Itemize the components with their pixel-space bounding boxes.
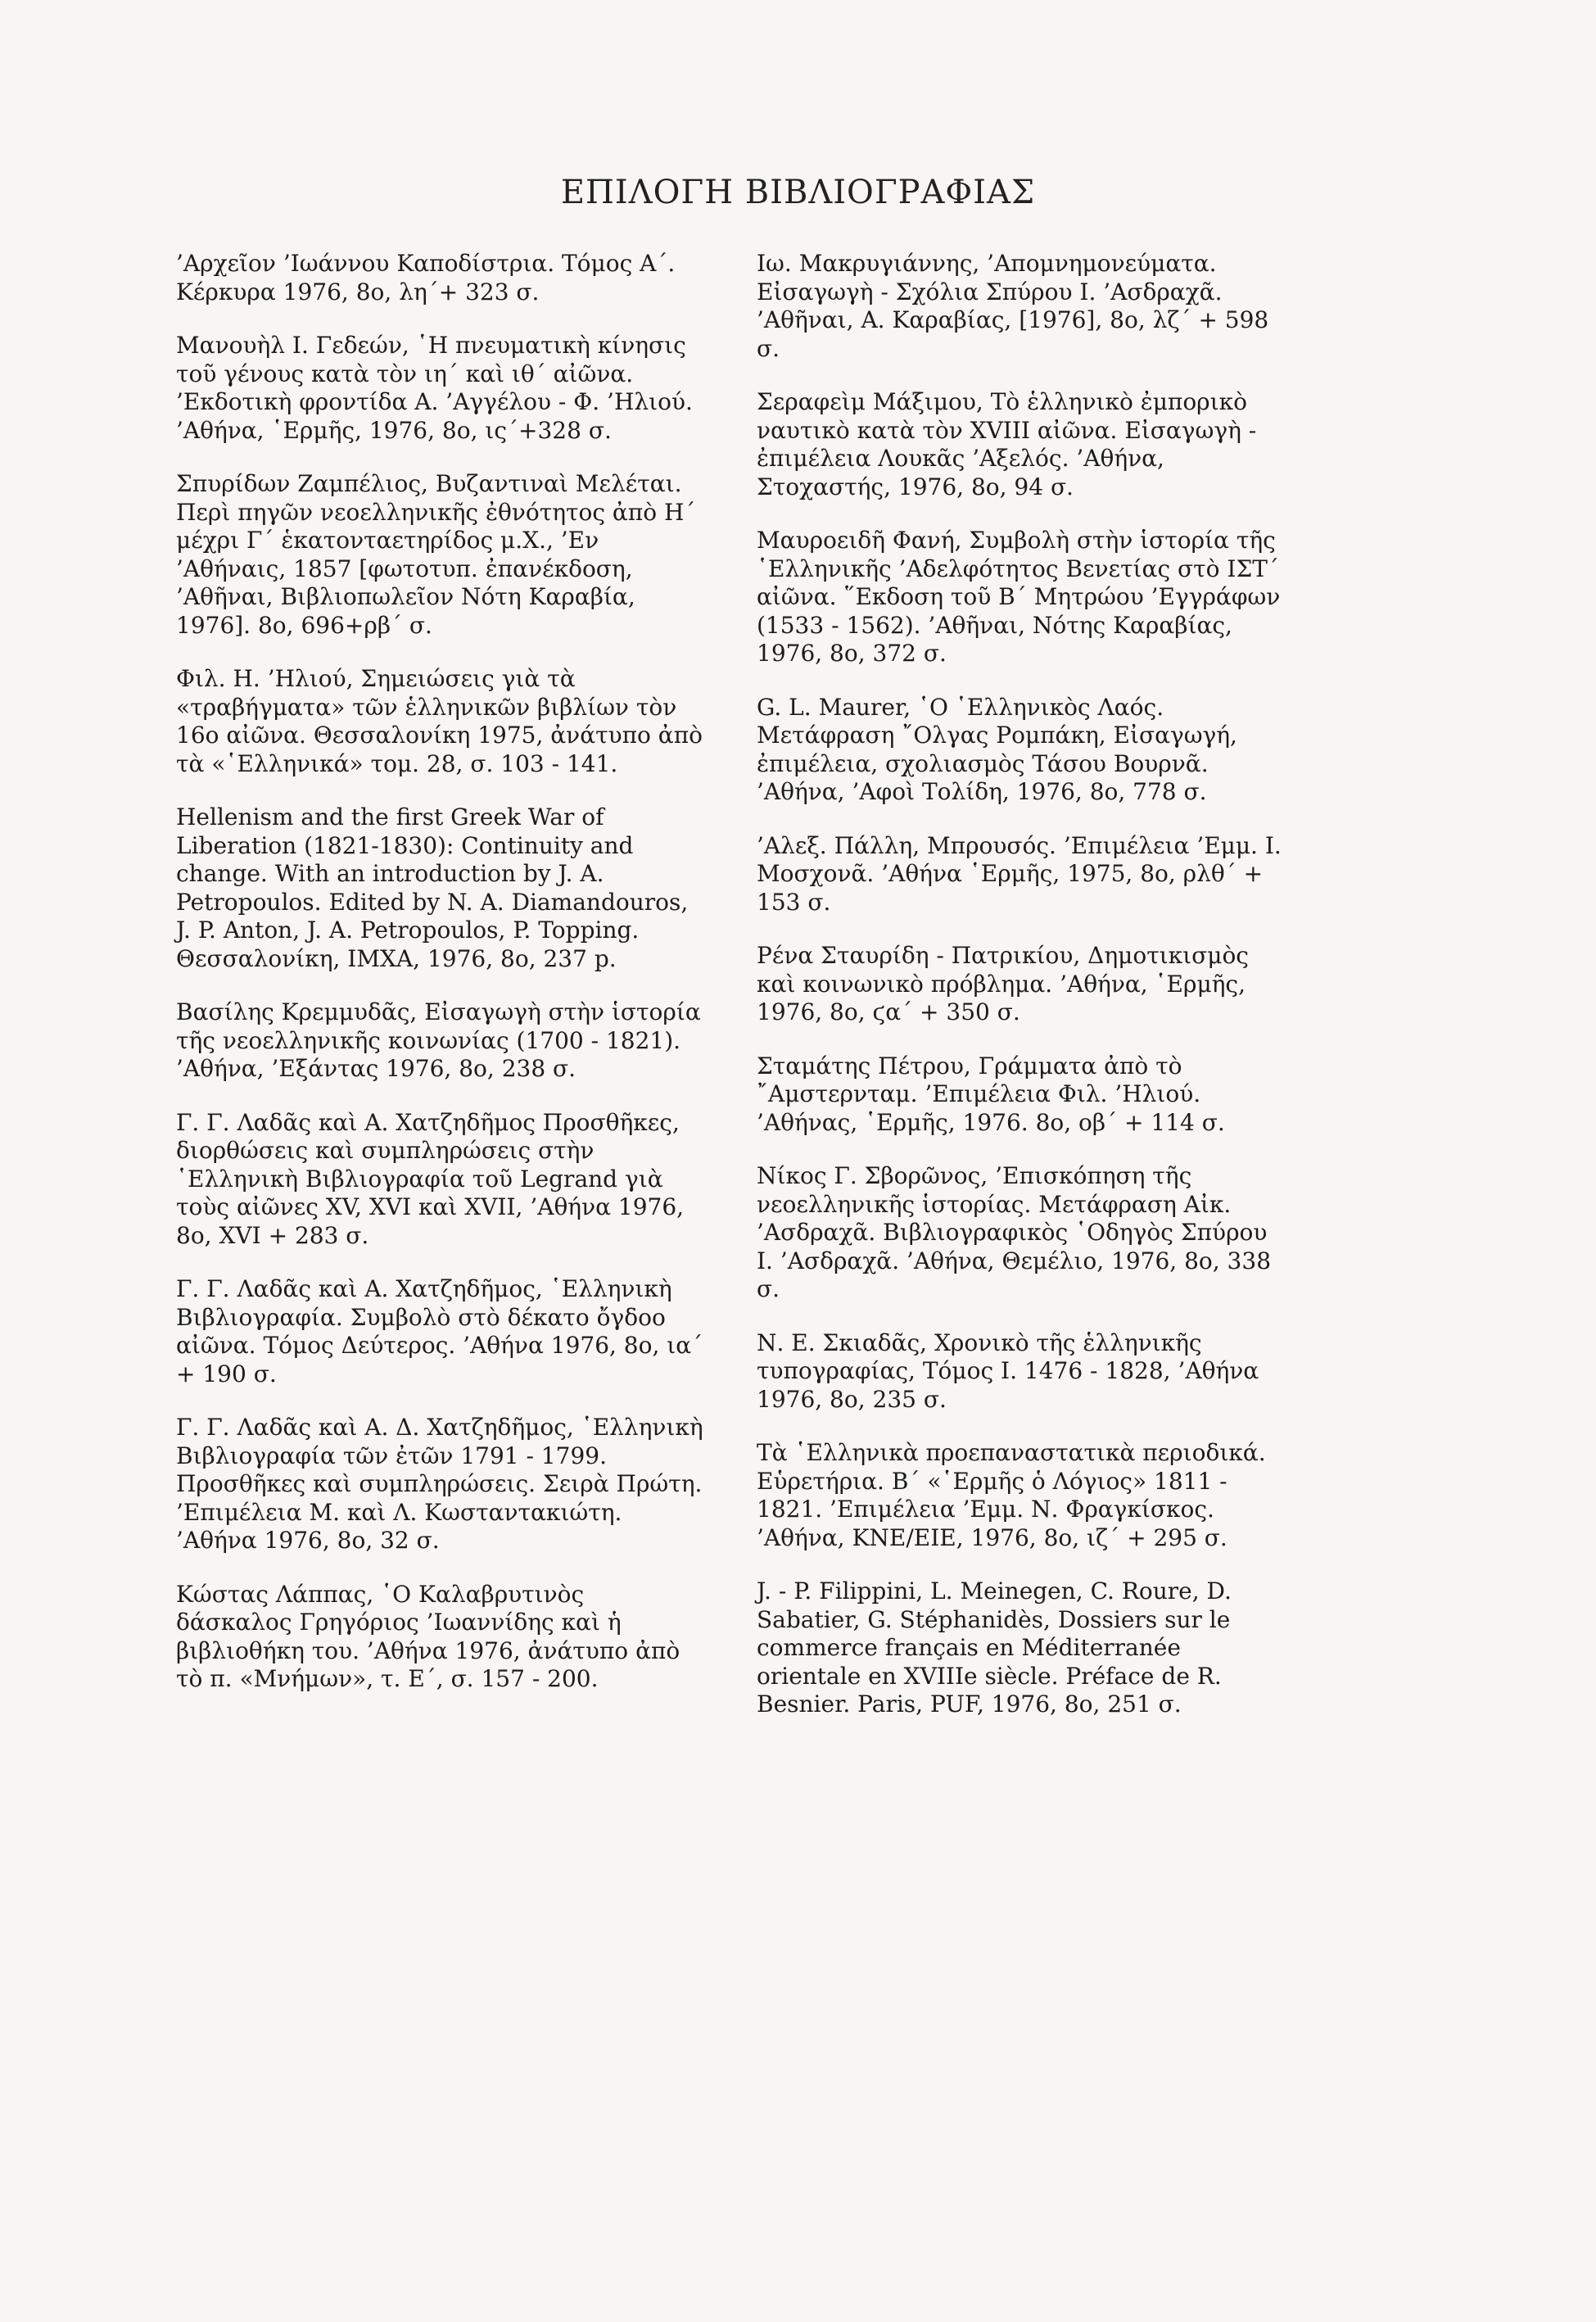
bibliography-entry: Γ. Γ. Λαδᾶς καὶ Α. Χατζηδῆμος, ῾Ελληνικὴ Βιβλιογραφία. Συμβολὸ στὸ δέκατο ὄγδοο αἰῶνα. Τόμος Δεύτερος. ’Αθήνα 1976, 8ο, ια΄ + 190 σ. (176, 1275, 703, 1387)
bibliography-entry: Σεραφεὶμ Μάξιμου, Τὸ ἑλληνικὸ ἐμπορικὸ ναυτικὸ κατὰ τὸν XVIII αἰῶνα. Εἰσαγωγὴ - ἐπιμέλεια Λουκᾶς ’Αξελός. ’Αθήνα, Στοχαστής, 1976, 8ο, 94 σ. (757, 388, 1257, 500)
bibliography-entry: Μαυροειδῆ Φανή, Συμβολὴ στὴν ἱστορία τῆς ῾Ελληνικῆς ’Αδελφότητος Βενετίας στὸ ΙΣΤ΄ αἰῶνα. ῞Εκδοση τοῦ Β΄ Μητρώου ’Εγγράφων (1533 - 1562). ’Αθῆναι, Νότης Καραβίας, 1976, 8ο, 372 σ. (757, 527, 1281, 667)
bibliography-entry: ’Αρχεῖον ’Ιωάννου Καποδίστρια. Τόμος Α΄. Κέρκυρα 1976, 8ο, λη΄+ 323 σ. (176, 250, 676, 306)
bibliography-entry: Ιω. Μακρυγιάννης, ’Απομνημονεύματα. Εἰσαγωγὴ - Σχόλια Σπύρου Ι. ’Ασδραχᾶ. ’Αθῆναι, Α. Καραβίας, [1976], 8ο, λζ΄ + 598 σ. (757, 250, 1269, 362)
bibliography-entry: Τὰ ῾Ελληνικὰ προεπαναστατικὰ περιοδικά. Εὑρετήρια. Β΄ «῾Ερμῆς ὁ Λόγιος» 1811 - 1821. ’Επιμέλεια ’Εμμ. Ν. Φραγκίσκος. ’Αθήνα, ΚΝΕ/ΕΙΕ, 1976, 8ο, ιζ΄ + 295 σ. (757, 1439, 1266, 1551)
bibliography-entry: Ρένα Σταυρίδη - Πατρικίου, Δημοτικισμὸς καὶ κοινωνικὸ πρόβλημα. ’Αθήνα, ῾Ερμῆς, 1976, 8ο, ϛα΄ + 350 σ. (757, 942, 1249, 1025)
bibliography-entry: Μανουὴλ Ι. Γεδεών, ῾Η πνευματικὴ κίνησις τοῦ γένους κατὰ τὸν ιη΄ καὶ ιθ΄ αἰῶνα. ’Εκδοτικὴ φροντίδα Α. ’Αγγέλου - Φ. ’Ηλιού. ’Αθήνα, ῾Ερμῆς, 1976, 8ο, ις΄+328 σ. (176, 332, 693, 444)
bibliography-entry: Γ. Γ. Λαδᾶς καὶ Α. Χατζηδῆμος Προσθῆκες, διορθώσεις καὶ συμπληρώσεις στὴν ῾Ελληνικὴ Βιβλιογραφία τοῦ Legrand γιὰ τοὺς αἰῶνες XV, XVI καὶ XVII, ’Αθήνα 1976, 8ο, XVI + 283 σ. (176, 1108, 685, 1249)
bibliography-entry: Σταμάτης Πέτρου, Γράμματα ἀπὸ τὸ ῎Αμστερνταμ. ’Επιμέλεια Φιλ. ’Ηλιού. ’Αθήνας, ῾Ερμῆς, 1976. 8ο, οβ΄ + 114 σ. (757, 1052, 1225, 1136)
bibliography-entry: Hellenism and the first Greek War of Liberation (1821-1830): Continuity and change. With an introduction by J. A. Petropoulos. Edited by N. A. Diamandouros, J. P. Anton, J. A. Petropoulos, P. Topping. Θεσσαλονίκη, ΙΜΧΑ, 1976, 8ο, 237 p. (176, 803, 689, 972)
bibliography-entry: Βασίλης Κρεμμυδᾶς, Εἰσαγωγὴ στὴν ἱστορία τῆς νεοελληνικῆς κοινωνίας (1700 - 1821). ’Αθήνα, ’Εξάντας 1976, 8ο, 238 σ. (176, 998, 701, 1082)
bibliography-entry: G. L. Maurer, ῾Ο ῾Ελληνικὸς Λαός. Μετάφραση ῎Ολγας Ρομπάκη, Εἰσαγωγή, ἐπιμέλεια, σχολιασμὸς Τάσου Βουρνᾶ. ’Αθήνα, ’Αφοὶ Τολίδη, 1976, 8ο, 778 σ. (757, 693, 1237, 805)
bibliography-left-column (176, 250, 707, 1719)
bibliography-entry: Φιλ. Η. ’Ηλιού, Σημειώσεις γιὰ τὰ «τραβήγματα» τῶν ἑλληνικῶν βιβλίων τὸν 16ο αἰῶνα. Θεσσαλονίκη 1975, ἀνάτυπο ἀπὸ τὰ «῾Ελληνικά» τομ. 28, σ. 103 - 141. (176, 665, 703, 777)
bibliography-entry: Σπυρίδων Ζαμπέλιος, Βυζαντιναὶ Μελέται. Περὶ πηγῶν νεοελληνικῆς ἐθνότητος ἀπὸ Η΄ μέχρι Γ΄ ἑκατονταετηρίδος μ.Χ., ’Εν ’Αθήναις, 1857 [φωτοτυπ. ἐπανέκδοση, ’Αθῆναι, Βιβλιοπωλεῖον Νότη Καραβία, 1976]. 8ο, 696+ρβ΄ σ. (176, 470, 696, 639)
page-title: ΕΠΙΛΟΓΗ ΒΙΒΛΙΟΓΡΑΦΙΑΣ (560, 174, 1036, 211)
bibliography-right-column (757, 250, 1287, 1745)
bibliography-entry: Κώστας Λάππας, ῾Ο Καλαβρυτινὸς δάσκαλος Γρηγόριος ’Ιωαννίδης καὶ ἡ βιβλιοθήκη του. ’Αθήνα 1976, ἀνάτυπο ἀπὸ τὸ π. «Μνήμων», τ. Ε΄, σ. 157 - 200. (176, 1580, 680, 1692)
bibliography-entry: Ν. Ε. Σκιαδᾶς, Χρονικὸ τῆς ἑλληνικῆς τυπογραφίας, Τόμος Ι. 1476 - 1828, ’Αθήνα 1976, 8ο, 235 σ. (757, 1328, 1259, 1413)
bibliography-entry: ’Αλεξ. Πάλλη, Μπρουσός. ’Επιμέλεια ’Εμμ. Ι. Μοσχονᾶ. ’Αθήνα ῾Ερμῆς, 1975, 8ο, ρλθ΄ + 153 σ. (757, 831, 1282, 916)
bibliography-entry: J. - P. Filippini, L. Meinegen, C. Roure, D. Sabatier, G. Stéphanidès, Dossiers sur le commerce français en Méditerranée orientale en XVIIIe siècle. Préface de R. Besnier. Paris, PUF, 1976, 8o, 251 σ. (757, 1577, 1232, 1718)
bibliography-entry: Γ. Γ. Λαδᾶς καὶ Α. Δ. Χατζηδῆμος, ῾Ελληνικὴ Βιβλιογραφία τῶν ἐτῶν 1791 - 1799. Προσθῆκες καὶ συμπληρώσεις. Σειρὰ Πρώτη. ’Επιμέλεια Μ. καὶ Λ. Κωσταντακιώτη. ’Αθήνα 1976, 8ο, 32 σ. (176, 1414, 703, 1554)
bibliography-entry: Νίκος Γ. Σβορῶνος, ’Επισκόπηση τῆς νεοελληνικῆς ἱστορίας. Μετάφραση Αἰκ. ’Ασδραχᾶ. Βιβλιογραφικὸς ῾Οδηγὸς Σπύρου Ι. ’Ασδραχᾶ. ’Αθήνα, Θεμέλιο, 1976, 8ο, 338 σ. (757, 1162, 1272, 1302)
